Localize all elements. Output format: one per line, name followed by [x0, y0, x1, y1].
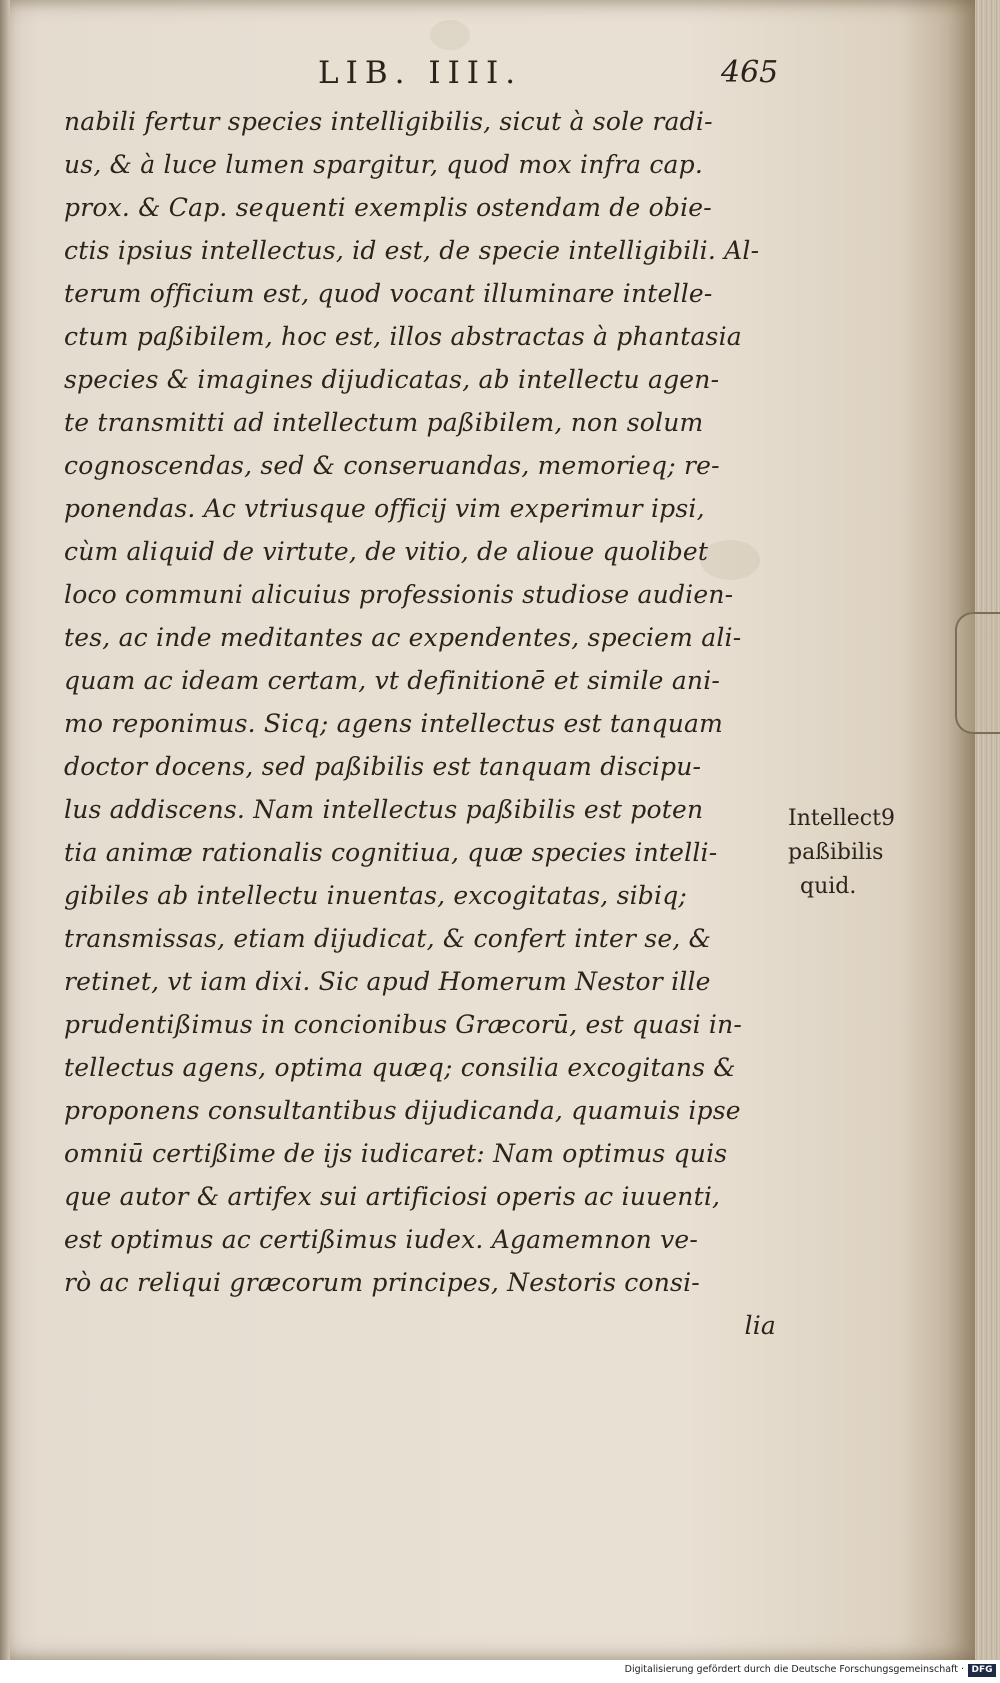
page-spine-shadow: [0, 0, 10, 1660]
text-line: retinet, vt iam dixi. Sic apud Homerum Nestor ille: [64, 967, 711, 996]
text-line: cognoscendas, sed & conseruandas, memorieq; re-: [64, 451, 720, 480]
text-line: tellectus agens, optima quæq; consilia excogitans &: [64, 1053, 736, 1082]
text-line: prox. & Cap. sequenti exemplis ostendam de obie-: [64, 193, 712, 222]
text-line: prudentißimus in concionibus Græcorū, est quasi in-: [64, 1010, 743, 1039]
page-number: 465: [721, 55, 779, 90]
text-line: species & imagines dijudicatas, ab intellectu agen-: [64, 365, 720, 394]
page-header: [0, 55, 975, 95]
text-line: ctum paßibilem, hoc est, illos abstractas à phantasia: [64, 322, 742, 351]
margin-note-line: paßibilis: [788, 840, 884, 865]
margin-note-line: quid.: [800, 874, 857, 899]
text-line: us, & à luce lumen spargitur, quod mox infra cap.: [64, 150, 704, 179]
running-head: LIB. IIII.: [318, 55, 523, 91]
text-line: doctor docens, sed paßibilis est tanquam discipu-: [64, 752, 702, 781]
text-line: te transmitti ad intellectum paßibilem, non solum: [64, 408, 704, 437]
text-line: tes, ac inde meditantes ac expendentes, speciem ali-: [64, 623, 742, 652]
page-fore-edge: [975, 0, 1000, 1660]
text-line: proponens consultantibus dijudicanda, quamuis ipse: [64, 1096, 741, 1125]
text-line: omniū certißime de ijs iudicaret: Nam optimus quis: [64, 1139, 728, 1168]
text-line: ctis ipsius intellectus, id est, de specie intelligibili. Al-: [64, 236, 760, 265]
paper-stain: [430, 20, 470, 50]
funding-credit: Digitalisierung gefördert durch die Deutsche Forschungsgemeinschaft ·: [624, 1664, 964, 1675]
text-line: gibiles ab intellectu inuentas, excogitatas, sibiq;: [64, 881, 688, 910]
text-line: terum officium est, quod vocant illuminare intelle-: [64, 279, 713, 308]
text-line: nabili fertur species intelligibilis, sicut à sole radi-: [64, 107, 713, 136]
body-text: [64, 100, 784, 1347]
dfg-logo: DFG: [968, 1664, 996, 1677]
catchword: lia: [744, 1311, 776, 1340]
text-line: cùm aliquid de virtute, de vitio, de alioue quolibet: [64, 537, 709, 566]
text-line: est optimus ac certißimus iudex. Agamemnon ve-: [64, 1225, 699, 1254]
text-line: quam ac ideam certam, vt definitionē et simile ani-: [64, 666, 721, 695]
text-line: loco communi alicuius professionis studiose audien-: [64, 580, 734, 609]
text-line: ponendas. Ac vtriusque officij vim experimur ipsi,: [64, 494, 705, 523]
digitization-footer: [0, 1660, 1000, 1683]
text-line: rò ac reliqui græcorum principes, Nestoris consi-: [64, 1268, 700, 1297]
text-line: que autor & artifex sui artificiosi operis ac iuuenti,: [64, 1182, 721, 1211]
page-tab-impression: [955, 612, 1000, 734]
text-line: tia animæ rationalis cognitiua, quæ species intelli-: [64, 838, 718, 867]
text-line: mo reponimus. Sicq; agens intellectus est tanquam: [64, 709, 724, 738]
text-line: lus addiscens. Nam intellectus paßibilis est poten: [64, 795, 704, 824]
text-line: transmissas, etiam dijudicat, & confert inter se, &: [64, 924, 712, 953]
margin-note: [788, 802, 908, 904]
margin-note-line: Intellect9: [788, 806, 895, 831]
